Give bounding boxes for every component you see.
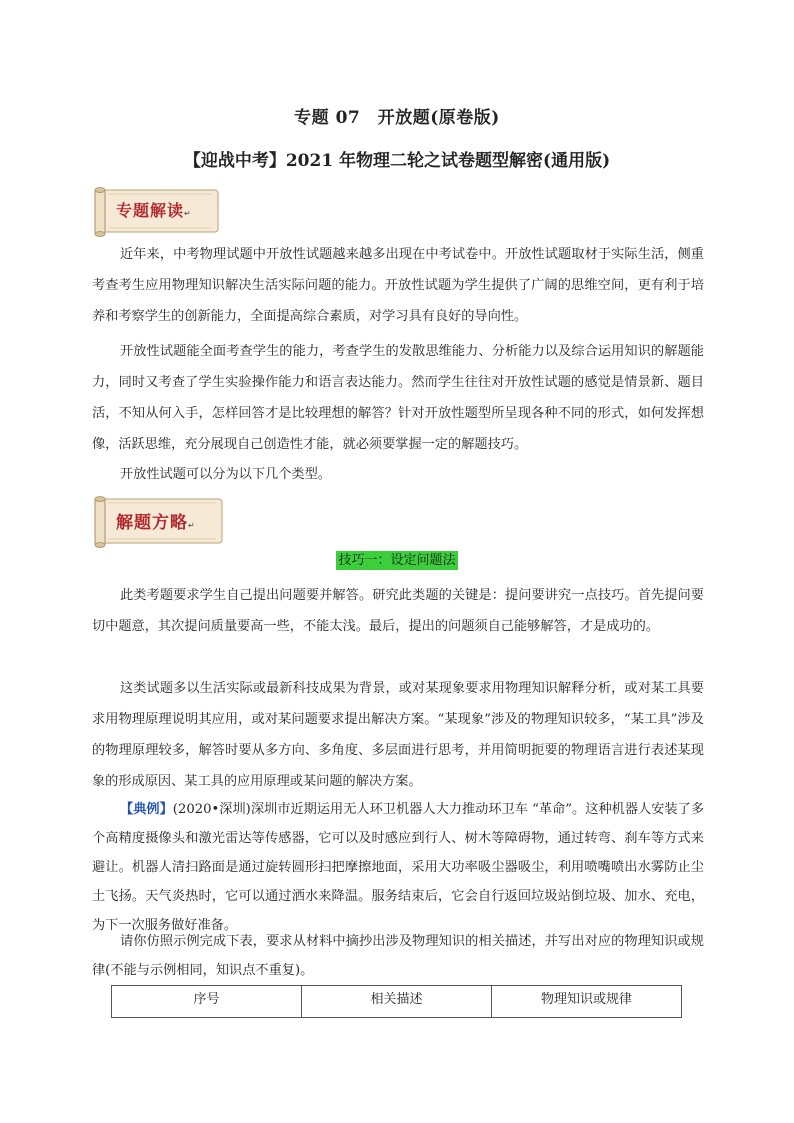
- paragraph-mark-icon: ↵: [188, 521, 196, 530]
- method-paragraph-2: 这类试题多以生活实际或最新科技成果为背景，或对某现象要求用物理知识解释分析，或对某工具要求用物理原理说明其应用，或对某问题要求提出解决方案。“某现象”涉及的物理知识较多，“某工具”涉及的物理原理较多，解答时要从多方向、多角度、多层面进行思考，并用简明扼要的物理语言进行表述某现象的形成原因、某工具的应用原理或某问题的解决方案。: [92, 681, 704, 789]
- example-label: 【典例】: [120, 802, 173, 817]
- intro-paragraph-1: 近年来，中考物理试题中开放性试题越来越多出现在中考试卷中。开放性试题取材于实际生活，侧重考查考生应用物理知识解决生活实际问题的能力。开放性试题为学生提供了广阔的思维空间，更有利于培养和考察学生的创新能力，全面提高综合素质，对学习具有良好的导向性。: [92, 247, 704, 324]
- section-banner-interpretation: [92, 186, 222, 238]
- table-header-cell: 物理知识或规律: [540, 992, 632, 1007]
- intro-paragraph-3: 开放性试题可以分为以下几个类型。: [120, 467, 331, 482]
- paragraph-mark-icon: ↵: [184, 209, 192, 218]
- example-text: (2020•深圳)深圳市近期运用无人环卫机器人大力推动环卫车 “革命”。这种机器人安装了多个高精度摄像头和激光雷达等传感器，它可以及时感应到行人、树木等障碍物，通过转弯、刹车等方式来避让。机器人清扫路面是通过旋转圆形扫把摩擦地面，采用大功率吸尘器吸尘，利用喷嘴喷出水雾防止尘土飞扬。天气炎热时，它可以通过洒水来降温。服务结束后，它会自行返回垃圾站倒垃圾、加水、充电，为下一次服务做好准备。: [92, 802, 705, 933]
- example-paragraph: [92, 795, 704, 940]
- method-paragraph-1: 此类考题要求学生自己提出问题要并解答。研究此类题的关键是：提问要讲究一点技巧。首先提问要切中题意，其次提问质量要高一些，不能太浅。最后，提出的问题须自己能够解答，才是成功的。: [92, 588, 704, 634]
- page-subtitle: 【迎战中考】2021 年物理二轮之试卷题型解密(通用版): [183, 151, 611, 171]
- table-header-cell: 相关描述: [302, 986, 492, 1017]
- table-header-cell: 序号: [112, 986, 302, 1017]
- banner-label: 专题解读: [116, 201, 185, 220]
- answer-table: [111, 985, 682, 1018]
- intro-paragraph-2: 开放性试题能全面考查学生的能力，考查学生的发散思维能力、分析能力以及综合运用知识的解题能力，同时又考查了学生实验操作能力和语言表达能力。然而学生往往对开放性试题的感觉是情景新、题目活，不知从何入手，怎样回答才是比较理想的解答？针对开放性题型所呈现各种不同的形式，如何发挥想像，活跃思维，充分展现自己创造性才能，就必须要掌握一定的解题技巧。: [92, 344, 704, 452]
- page-title: 专题 07 开放题(原卷版): [294, 108, 500, 128]
- section-banner-strategy: [92, 495, 222, 547]
- skill-heading-text: 技巧一：设定问题法: [338, 553, 456, 568]
- skill-heading: [0, 549, 794, 568]
- instruction-paragraph: 请你仿照示例完成下表，要求从材料中摘抄出涉及物理知识的相关描述，并写出对应的物理知识或规律(不能与示例相同，知识点不重复)。: [92, 934, 704, 978]
- banner-label: 解题方略: [116, 513, 188, 533]
